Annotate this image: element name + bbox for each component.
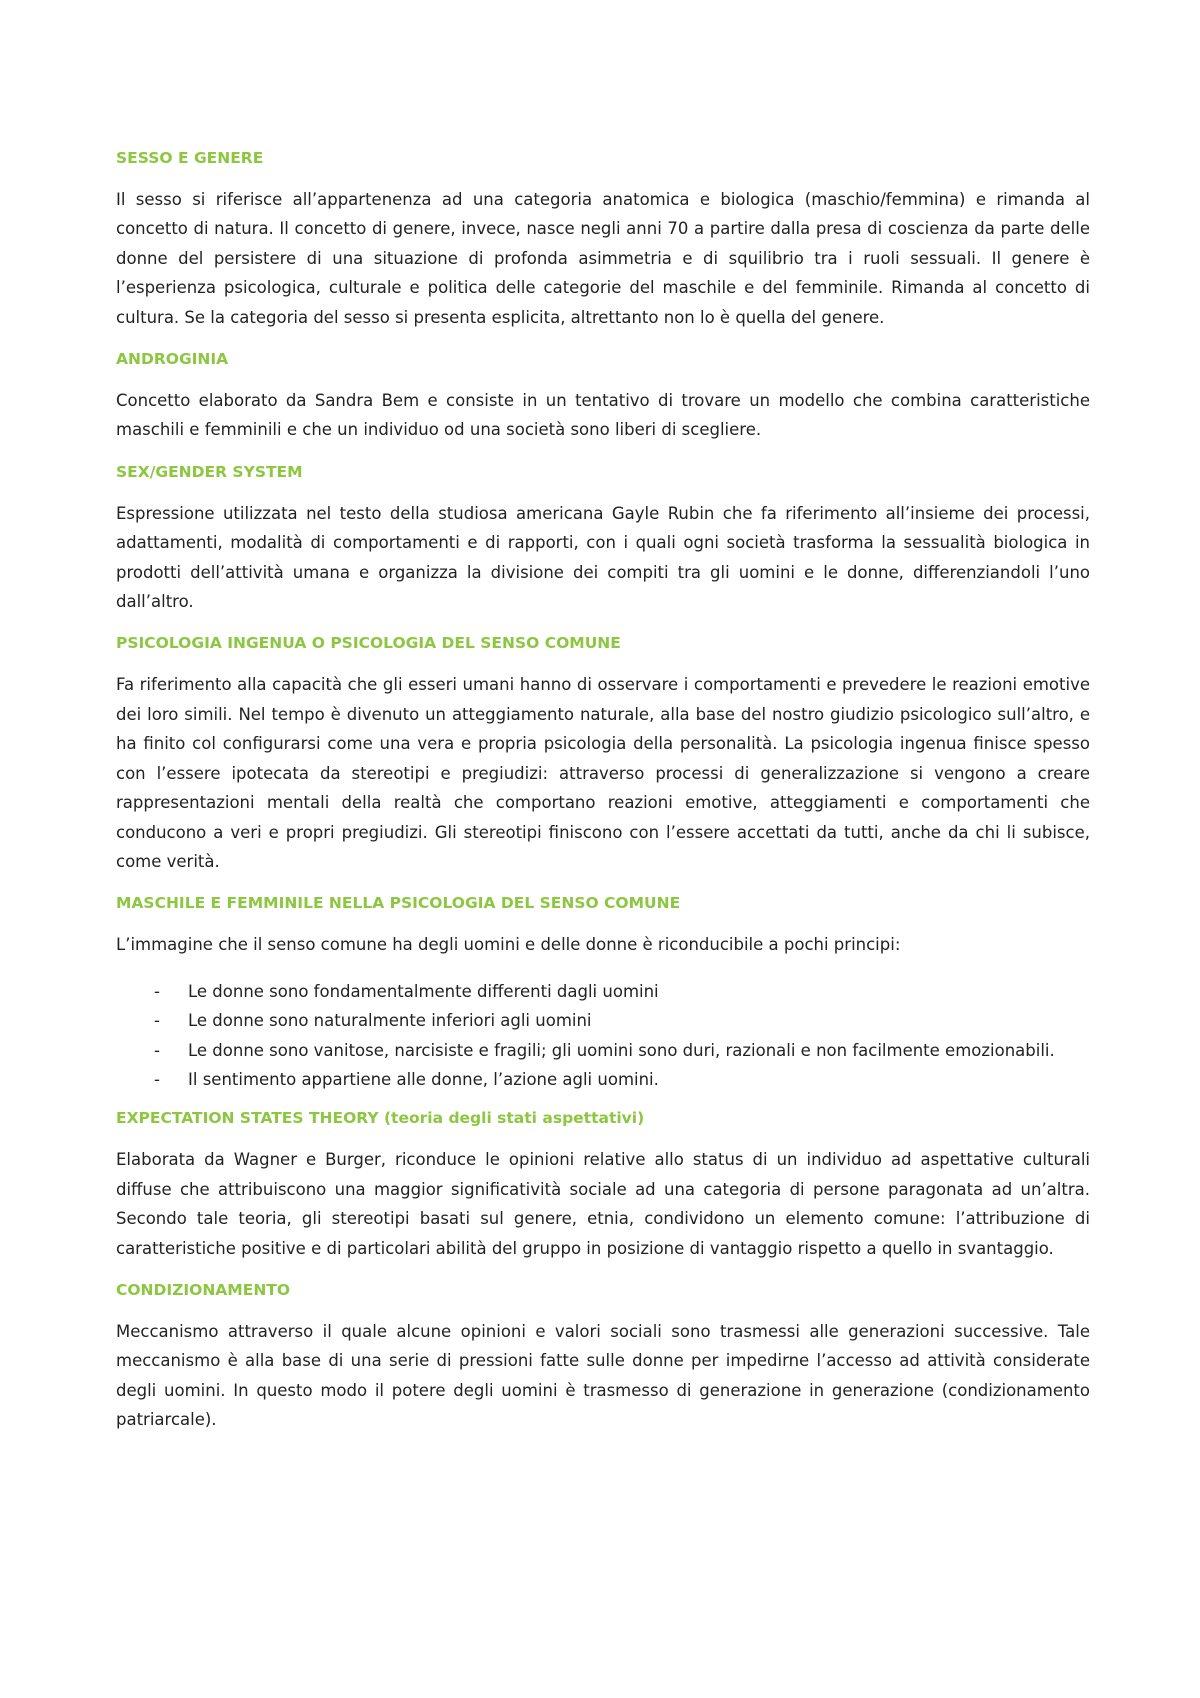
list-item-text: Le donne sono naturalmente inferiori agli uomini <box>188 1011 592 1031</box>
section-paragraph: Fa riferimento alla capacità che gli esseri umani hanno di osservare i comportamenti e prevedere le reazioni emotive dei loro simili. Nel tempo è divenuto un atteggiamento naturale, alla base del nostro giudizio psicologico sull’altro, e ha finito col configurarsi come una vera e propria psicologia della personalità. La psicologia ingenua finisce spesso con l’essere ipotecata da stereotipi e pregiudizi: attraverso processi di generalizzazione si vengono a creare rappresentazioni mentali della realtà che comportano reazioni emotive, atteggiamenti e comportamenti che conducono a veri e propri pregiudizi. Gli stereotipi finiscono con l’essere accettati da tutti, anche da chi li subisce, come verità. <box>116 675 1090 871</box>
list-item <box>116 1036 1090 1065</box>
principles-list <box>116 977 1090 1095</box>
list-marker: - <box>154 1011 160 1031</box>
section-paragraph: Concetto elaborato da Sandra Bem e consiste in un tentativo di trovare un modello che combina caratteristiche maschili e femminili e che un individuo od una società sono liberi di scegliere. <box>116 391 1090 440</box>
section-paragraph: Espressione utilizzata nel testo della studiosa americana Gayle Rubin che fa riferimento all’insieme dei processi, adattamenti, modalità di comportamenti e di rapporti, con i quali ogni società trasforma la sessualità biologica in prodotti dell’attività umana e organizza la divisione dei compiti tra gli uomini e le donne, differenziandoli l’uno dall’altro. <box>116 503 1090 612</box>
section-androginia <box>116 349 1090 445</box>
section-paragraph: Elaborata da Wagner e Burger, riconduce le opinioni relative allo status di un individuo ad aspettative culturali diffuse che attribuiscono una maggior significatività sociale ad una categoria di persone paragonata ad un’altra. Secondo tale teoria, gli stereotipi basati sul genere, etnia, condividono un elemento comune: l’attribuzione di caratteristiche positive e di particolari abilità del gruppo in posizione di vantaggio rispetto a quello in svantaggio. <box>116 1150 1090 1258</box>
section-sex-gender-system <box>116 462 1090 617</box>
section-heading: SESSO E GENERE <box>116 149 264 167</box>
list-item-text: Il sentimento appartiene alle donne, l’azione agli uomini. <box>188 1069 659 1089</box>
section-paragraph: Il sesso si riferisce all’appartenenza ad una categoria anatomica e biologica (maschio/femmina) e rimanda al concetto di natura. Il concetto di genere, invece, nasce negli anni 70 a partire dalla presa di coscienza da parte delle donne del persistere di una situazione di profonda asimmetria e di squilibrio tra i ruoli sessuali. Il genere è l’esperienza psicologica, culturale e politica delle categorie del maschile e del femminile. Rimanda al concetto di cultura. Se la categoria del sesso si presenta esplicita, altrettanto non lo è quella del genere. <box>116 190 1090 327</box>
section-paragraph: Meccanismo attraverso il quale alcune opinioni e valori sociali sono trasmessi alle generazioni successive. Tale meccanismo è alla base di una serie di pressioni fatte sulle donne per impedirne l’accesso ad attività considerate degli uomini. In questo modo il potere degli uomini è trasmesso di generazione in generazione (condizionamento patriarcale). <box>116 1321 1090 1430</box>
section-sesso-e-genere <box>116 148 1090 332</box>
section-maschile-e-femminile <box>116 893 1090 1094</box>
list-marker: - <box>154 1069 160 1089</box>
section-heading: ANDROGINIA <box>116 350 229 369</box>
section-heading: MASCHILE E FEMMINILE NELLA PSICOLOGIA DEL SENSO COMUNE <box>116 894 681 913</box>
section-psicologia-ingenua <box>116 633 1090 876</box>
list-marker: - <box>154 981 160 1001</box>
list-marker: - <box>154 1040 160 1060</box>
section-heading: SEX/GENDER SYSTEM <box>116 462 303 481</box>
list-item <box>116 977 1090 1006</box>
section-heading: CONDIZIONAMENTO <box>116 1280 291 1299</box>
list-item-text: Le donne sono vanitose, narcisiste e fragili; gli uomini sono duri, razionali e non facilmente emozionabili. <box>188 1040 1055 1060</box>
list-item-text: Le donne sono fondamentalmente differenti dagli uomini <box>188 981 659 1001</box>
section-heading: PSICOLOGIA INGENUA O PSICOLOGIA DEL SENSO COMUNE <box>116 634 621 653</box>
section-paragraph: L’immagine che il senso comune ha degli uomini e delle donne è riconducibile a pochi principi: <box>116 935 901 955</box>
list-item <box>116 1006 1090 1035</box>
document-page <box>116 148 1090 1452</box>
section-condizionamento <box>116 1280 1090 1435</box>
section-expectation-states-theory <box>116 1108 1090 1263</box>
section-heading: EXPECTATION STATES THEORY (teoria degli stati aspettativi) <box>116 1109 645 1128</box>
list-item <box>116 1065 1090 1094</box>
